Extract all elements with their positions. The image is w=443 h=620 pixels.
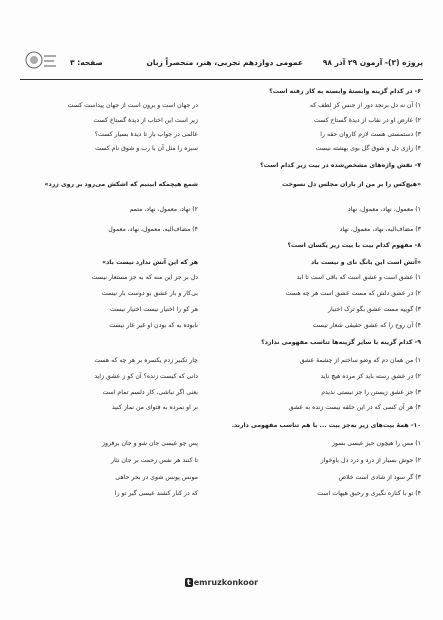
option-line: ۴) هر آن کسی که در این حلقه نیست زنده به عشق xyxy=(288,404,421,411)
option-line: سبزه را مثل آن با رب و شوق نام کست xyxy=(95,145,198,152)
option-line: ۲) نهاد، معمول، نهاد، متمم xyxy=(129,206,198,213)
option-line: ۱) آن نه دل برنجد دور از جنس کز لطف که xyxy=(309,102,421,109)
footer-brand xyxy=(0,578,443,587)
option-line: یعنی اگر نباشی، کار دلسم تمام است xyxy=(102,389,198,396)
question-text: «هیچ‌کس را بر من از باران مجلس دل نسوخت xyxy=(281,181,421,188)
option-line: زیر است این اختاب از دیدهٔ گستاخ کست xyxy=(93,117,198,124)
option-line: که در کنار کشند عیسی گیر تو را xyxy=(114,490,198,497)
option-line: در جهان است و برون است از جهان پیداست کست xyxy=(67,102,198,109)
option-line: ۴) رازی دل و شوق گل بوی بهشته نیست xyxy=(315,145,421,152)
question-text: ۱۰- همهٔ بیت‌های زیر به‌جز بیت ... با هم تناسب مفهومی دارند. xyxy=(231,422,421,429)
question-text: ۹- کدام گزینه با سایر گزینه‌ها تناسب مفهومی ندارد؟ xyxy=(261,339,421,346)
option-line: ۱) عشق است و عشق است که باقی است تا ابد xyxy=(296,274,421,281)
question-text: ۷- نقش واژه‌های مشخص‌شده در بیت زیر کدام است؟ xyxy=(260,162,421,169)
option-line: پس چو عیسی جان شو و جان برفروز xyxy=(102,440,198,447)
footer-logo-icon: t xyxy=(186,578,191,587)
option-line: ۲) در عشق دلش که مست عشق است هر چه هست xyxy=(285,290,421,297)
header-divider xyxy=(20,79,423,80)
option-line: ۴) تو با کناره نگیری و رحیق هیهات است xyxy=(317,490,421,497)
option-line: بی‌کار و بار عشق بو دوست بار نیست xyxy=(101,290,198,297)
exam-subtitle: عمومی دوازدهم تجربی، هنر، منحصراً زبان xyxy=(146,58,303,67)
option-line: عالمی در جواب بار تا دیدهٔ بسیار کست؟ xyxy=(94,131,198,138)
option-line: ۱) من همان دم که وضو ساختم از چشمهٔ عشق xyxy=(299,357,421,364)
question-text: ۶- در کدام گزینه وابستهٔ وابسته به کار رفته است؟ xyxy=(269,88,421,95)
option-line: ۳) مضاف‌الیه، نهاد، معمول، نهاد xyxy=(339,226,421,233)
question-text: «آتش است این بانگ نای و نیست باد xyxy=(310,259,421,266)
option-line: دل بر جز این منه که به جز مستعار نیست xyxy=(91,274,198,281)
option-line: ۳) گر سود از شادی است خلاص xyxy=(338,474,421,481)
option-line: نابوده به که بودن او غیر عار نیست xyxy=(109,322,198,329)
exam-title: پروژه (۳)- آزمون ۲۹ آذر ۹۸ xyxy=(322,58,423,67)
option-line: ۴) آن روح را که عشق حقیقی شعار نیست xyxy=(312,322,421,329)
option-line: هر کو را اختیار نیست اختیار نیست xyxy=(110,306,198,313)
option-line: دانی که کیست زنده؟ آن کو ز عشق زاید xyxy=(94,373,198,380)
footer-text: emruzkonkoor xyxy=(193,578,259,587)
option-line: ۲) عارض او در نقاب از دیدهٔ گستاخ کست xyxy=(314,117,421,124)
option-line: چار تکبیر زدم یکسره بر هر چه که هست xyxy=(94,357,198,364)
question-text: هر که این آتش ندارد نیست باد» xyxy=(102,259,198,266)
option-line: ۱) معمول، نهاد، معمول، نهاد xyxy=(347,206,421,213)
option-line: تا کنند هر نفس زحمت بر جان نثار xyxy=(110,457,198,464)
option-line: ۴) مضاف‌الیه، معمول، نهاد، معمول xyxy=(108,226,198,233)
option-line: ۳) دستمستی هست لازم کاروان حقه را xyxy=(320,131,421,138)
logo-icon xyxy=(20,48,60,76)
page-number: صفحه: ۳ xyxy=(70,58,103,67)
option-line: ۳) جز عشق زیستن را جز نیستی ندیدم xyxy=(321,389,421,396)
option-line: مونس پونس شوی در بحر حاهی xyxy=(115,474,198,481)
option-line: ۲) جوش بسیار از درد و درد دل باوخوار xyxy=(320,457,421,464)
option-line: ۲) در عشق رسته باید کز مرده هیچ ناید xyxy=(320,373,421,380)
question-text: شمع هیچمکه ابینیم که اشکش می‌رود بر روی زرد» xyxy=(44,181,198,188)
option-line: بر او نمرده به فتوای من نماز کنید xyxy=(111,404,198,411)
question-text: ۸- مفهوم کدام بیت با بیت زیر یکسان است؟ xyxy=(287,242,421,249)
option-line: ۱) مس را هیچون حیز عیسی بسوز xyxy=(331,440,421,447)
page-header xyxy=(20,48,423,78)
option-line: ۳) گوییه مست عشق بگو ترک اختیار xyxy=(327,306,421,313)
